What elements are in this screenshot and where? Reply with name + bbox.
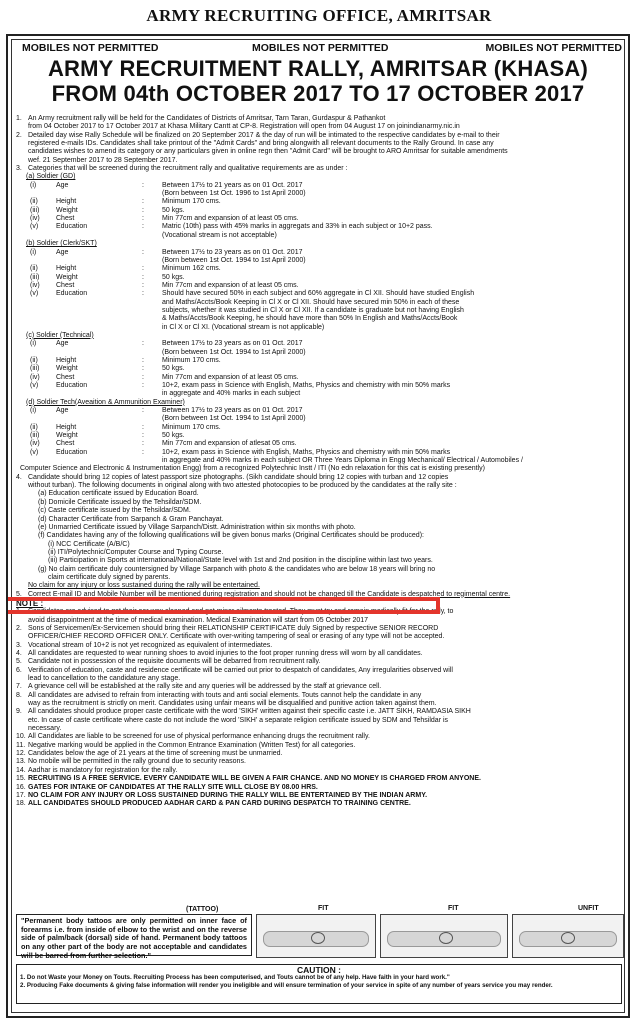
requirement-index: (iii): [30, 273, 40, 281]
tattoo-mark: [561, 932, 575, 944]
requirement-value: Min 77cm and expansion of at least 05 cms.: [162, 215, 299, 223]
caution-box: [16, 964, 622, 1004]
note-line: [16, 733, 622, 741]
paragraph-number: 3.: [16, 165, 22, 173]
document-item: (iii) Participation in Sports at international/National/State level with 1st and 2nd position in the discipline within last two years.: [48, 557, 433, 565]
note-line: [16, 784, 622, 792]
note-number: 12.: [16, 750, 26, 758]
note-line: [16, 708, 622, 716]
requirement-continuation: in Cl X or Cl XI. (Vocational stream is not applicable): [162, 323, 325, 331]
requirement-row: [16, 449, 622, 457]
colon: :: [142, 365, 144, 373]
paragraph-line: [16, 165, 622, 173]
note-text: OFFICER/CHIEF RECORD OFFICER ONLY. Certificate with over-writing tampering of seal or erasing of any type will not be accepted.: [28, 633, 445, 641]
fit-label-2: FIT: [448, 905, 459, 912]
document-item: (e) Unmarried Certificate issued by Village Sarpanch/Distt. Administration within six months with photo.: [38, 523, 356, 531]
paragraph-text: candidates wishes to amend its category or any particulars given in online regn then "Admit Card" will be brought to ARO Amritsar for suitable amendments: [28, 148, 508, 156]
note-heading: NOTE :: [16, 598, 44, 608]
notice-frame: [6, 34, 630, 1018]
requirement-index: (i): [30, 248, 37, 256]
note-number: 3.: [16, 641, 22, 649]
note-text: etc. In case of caste certificate where caste do not include the word 'SIKH' a separate religion certificate issued by SDM and Tehsildar is: [28, 716, 449, 724]
note-line: [16, 617, 622, 625]
requirement-index: (iii): [30, 365, 40, 373]
colon: :: [142, 215, 144, 223]
paragraph-number: 5.: [16, 590, 22, 598]
document-item: (a) Education certificate issued by Education Board.: [38, 490, 199, 498]
requirement-continuation: subjects, whether it was studied in Cl X or Cl XII. If a candidate is graduate but not having English: [162, 306, 464, 314]
requirement-row: [16, 198, 622, 206]
paragraph-number: 1.: [16, 115, 22, 122]
colon: :: [142, 223, 144, 231]
requirement-value: Between 17½ to 23 years as on 01 Oct. 2017: [162, 340, 303, 348]
requirement-row: [16, 357, 622, 365]
requirement-value: 10+2, exam pass in Science with English, Maths, Physics and chemistry with min 50% marks: [162, 382, 451, 389]
tattoo-heading: (TATTOO): [186, 906, 219, 913]
requirement-row: [16, 207, 622, 215]
requirement-label: Chest: [56, 215, 75, 223]
note-text: Sons of Servicemen/Ex-Servicemen should bring their RELATIONSHIP CERTIFICATE duly Signed by respective SENIOR RECORD: [28, 624, 439, 632]
requirement-row: [16, 382, 622, 390]
colon: :: [142, 448, 144, 456]
colon: :: [142, 290, 144, 298]
colon: :: [142, 265, 144, 273]
note-line: [16, 792, 622, 800]
note-line: [16, 633, 622, 641]
requirement-continuation: and Maths/Accts/Book Keeping in Cl X or Cl XII. Should have secured min 50% in each of these: [162, 298, 460, 306]
requirement-label: Weight: [56, 365, 78, 373]
requirement-index: (i): [30, 181, 37, 189]
requirement-label: Height: [56, 198, 77, 206]
requirement-label: Height: [56, 356, 77, 364]
note-text: way as the recruitment is strictly on merit. Candidates using unfair means will be disqualified and punitive action taken against them.: [28, 700, 437, 708]
tattoo-policy: "Permanent body tattoos are only permitted on inner face of forearms i.e. from inside of elbow to the wrist and on the reverse side of palm/back (dorsal) side of hand. Permanent body tattoos on any other part of the body are not acceptable and candidates will be barred from further selection.": [16, 914, 252, 956]
requirement-continuation: in aggregate and 40% marks in each subject: [162, 390, 301, 398]
requirement-value: Minimum 162 cms.: [162, 265, 221, 273]
note-line: [16, 667, 622, 675]
note-number: 16.: [16, 783, 26, 791]
paragraph-line: [16, 157, 622, 165]
requirement-continuation: (Vocational stream is not acceptable): [162, 231, 277, 239]
note-number: 15.: [16, 775, 26, 783]
requirement-row: [16, 424, 622, 432]
requirement-value: 50 kgs.: [162, 206, 185, 214]
paragraph-line: [16, 474, 622, 482]
requirement-label: Weight: [56, 273, 78, 281]
tattoo-mark: [439, 932, 453, 944]
note-number: 8.: [16, 691, 22, 699]
colon: :: [142, 248, 144, 256]
note-line: [16, 800, 622, 808]
requirement-index: (ii): [30, 423, 38, 431]
paragraph-text: Correct E-mail ID and Mobile Number will be mentioned during registration and should not be changed till the Candidate is despatched to regimental centre.: [28, 590, 511, 598]
requirement-label: Weight: [56, 432, 78, 440]
paragraph-line: [16, 482, 622, 490]
paragraph-number: 4.: [16, 473, 22, 481]
colon: :: [142, 407, 144, 415]
paragraph-number: 2.: [16, 131, 22, 139]
note-text: All Candidates are liable to be screened for use of physical performance enhancing drugs the recruitment rally.: [28, 733, 370, 741]
note-line: [16, 725, 622, 733]
note-line: [16, 625, 622, 633]
requirement-label: Education: [56, 448, 88, 456]
caution-item-2: 2. Producing Fake documents & giving false information will render you ineligible and will ensure termination of your service in spite of any number of years service you may render.: [20, 982, 553, 989]
requirement-index: (ii): [30, 265, 38, 273]
requirement-value: Min 77cm and expansion of at least 05 cms.: [162, 373, 299, 381]
paragraph-text: Categories that will be screened during the recruitment rally and qualitative requirements are as under :: [28, 165, 348, 173]
category-heading: (a) Soldier (GD): [26, 173, 76, 181]
note-line: [16, 775, 622, 783]
note-text: lead to cancellation to the candidature any stage.: [28, 675, 181, 683]
note-text: Negative marking would be applied in the Common Entrance Examination (Written Test) for all categories.: [28, 741, 356, 749]
tattoo-mark: [311, 932, 325, 944]
requirement-index: (ii): [30, 356, 38, 364]
requirement-label: Weight: [56, 206, 78, 214]
category-heading: (d) Soldier Tech(Aveaition & Ammunition Examiner): [26, 398, 185, 406]
note-line: [16, 658, 622, 666]
requirement-row: [16, 282, 622, 290]
paragraph-text: wef. 21 September 2017 to 28 September 2017.: [28, 156, 178, 164]
note-line: [16, 717, 622, 725]
note-number: 9.: [16, 708, 22, 716]
requirement-value: Min 77cm and expansion of at least 05 cms.: [162, 281, 299, 289]
document-item: (i) NCC Certificate (A/B/C): [48, 540, 130, 548]
requirement-row: [16, 440, 622, 448]
requirement-row: [16, 290, 622, 298]
requirement-index: (iv): [30, 373, 40, 381]
note-text: Candidates are advised to get their ear wax cleaned and get minor ailments treated. They must try and remain medically fit for the rally, to: [28, 608, 454, 616]
colon: :: [142, 198, 144, 206]
tattoo-unfit-image: [512, 914, 624, 958]
requirement-index: (iv): [30, 281, 40, 289]
requirement-label: Education: [56, 223, 88, 231]
note-number: 17.: [16, 791, 26, 799]
colon: :: [142, 281, 144, 289]
requirement-index: (v): [30, 290, 39, 298]
note-number: 11.: [16, 741, 26, 749]
note-line: [16, 742, 622, 750]
requirement-label: Height: [56, 265, 77, 273]
requirement-row: [16, 215, 622, 223]
requirement-continuation: in aggregate and 40% marks in each subject OR Three Years Diploma in Engg Mechanical/ Electrical / Automobiles /: [162, 457, 523, 465]
requirement-index: (iv): [30, 440, 40, 448]
note-line: [16, 642, 622, 650]
document-item: (b) Domicile Certificate issued by the Tehsildar/SDM.: [38, 498, 202, 506]
requirement-row: [16, 432, 622, 440]
document-item: (ii) ITI/Polytechnic/Computer Course and Typing Course.: [48, 548, 224, 556]
note-line: [16, 758, 622, 766]
paragraph-text: An Army recruitment rally will be held for the Candidates of Districts of Amritsar, Tarn Taran, Gurdaspur & Pathankot: [28, 115, 386, 122]
requirement-row: [16, 374, 622, 382]
tech-education-tail: Computer Science and Electronic & Instrumentation Engg) from a recognized Polytechnic Instt / ITI (No edn relaxation for this cat is existing presently): [20, 465, 485, 473]
tattoo-section: [16, 905, 622, 962]
requirement-continuation: (Born between 1st Oct. 1994 to 1st April 2000): [162, 348, 306, 356]
caution-item-1: 1. Do not Waste your Money on Touts. Recruiting Process has been computerised, and Touts cannot be of any help. Have faith in your hard work.": [20, 974, 450, 981]
requirement-value: Between 17½ to 21 years as on 01 Oct. 2017: [162, 181, 303, 189]
note-number: 2.: [16, 624, 22, 632]
office-title: ARMY RECRUITING OFFICE, AMRITSAR: [146, 6, 492, 25]
paragraph-text: Detailed day wise Rally Schedule will be finalized on 20 September 2017 & the day of run will be intimated to the respective candidates by e-mail to their: [28, 131, 500, 139]
document-item: No claim for any injury or loss sustained during the rally will be entertained.: [28, 582, 260, 590]
requirement-value: 50 kgs.: [162, 432, 185, 440]
document-item: (d) Character Certificate from Sarpanch & Gram Panchayat.: [38, 515, 224, 523]
requirement-value: Minimum 170 cms.: [162, 423, 221, 431]
requirement-continuation: & Maths/Accts/Book Keeping, he should have more than 50% In English and Maths/Accts/Book: [162, 315, 458, 323]
note-line: [16, 767, 622, 775]
document-item: (c) Caste certificate issued by the Tehsildar/SDM.: [38, 507, 191, 515]
paragraph-line: [16, 132, 622, 140]
notice-body: [16, 115, 622, 809]
requirement-index: (i): [30, 407, 37, 415]
note-number: 5.: [16, 658, 22, 666]
note-text: RECRUITING IS A FREE SERVICE. EVERY CANDIDATE WILL BE GIVEN A FAIR CHANCE. AND NO MONEY IS CHARGED FROM ANYONE.: [28, 775, 481, 783]
note-line: [16, 692, 622, 700]
paragraph-text: without turban). The following documents in original along with two attested photocopies to be produced by the candidates at the rally site :: [28, 482, 457, 490]
category-heading: (b) Soldier (Clerk/SKT): [26, 240, 97, 248]
colon: :: [142, 432, 144, 440]
fit-label-1: FIT: [318, 905, 329, 912]
requirement-row: [16, 340, 622, 348]
requirement-value: Between 17½ to 23 years as on 01 Oct. 2017: [162, 248, 303, 256]
note-text: Verification of education, caste and residence certificate will be carried out prior to despatch of candidates, Any irregularities observed will: [28, 666, 453, 674]
requirement-index: (iv): [30, 215, 40, 223]
mobiles-notice-left: MOBILES NOT PERMITTED: [22, 42, 159, 54]
mobiles-notice-right: MOBILES NOT PERMITTED: [485, 42, 622, 54]
unfit-label: UNFIT: [578, 905, 599, 912]
colon: :: [142, 382, 144, 389]
note-text: A grievance cell will be established at the rally site and any queries will be addressed by the staff at grievance cell.: [28, 683, 382, 691]
red-highlight-box: [6, 597, 440, 614]
requirement-row: [16, 223, 622, 231]
requirement-value: 50 kgs.: [162, 365, 185, 373]
paragraph-text: Candidate should bring 12 copies of latest passport size photographs. (Sikh candidate should bring 12 copies with turban and 12 copies: [28, 473, 449, 481]
document-item: claim certificate duly signed by parents.: [48, 573, 171, 581]
rally-title-line1: ARMY RECRUITMENT RALLY, AMRITSAR (KHASA): [47, 56, 589, 81]
note-text: Aadhar is mandatory for registration for the rally.: [28, 766, 178, 774]
requirement-value: Minimum 170 cms.: [162, 356, 221, 364]
requirement-row: [16, 265, 622, 273]
requirement-label: Chest: [56, 440, 75, 448]
note-text: Vocational stream of 10+2 is not yet recognized as equivalent of intermediates.: [28, 641, 273, 649]
requirement-continuation: (Born between 1st Oct. 1994 to 1st April 2000): [162, 415, 306, 423]
requirement-label: Age: [56, 407, 69, 415]
requirement-value: Between 17½ to 23 years as on 01 Oct. 2017: [162, 407, 303, 415]
caution-heading: CAUTION :: [297, 965, 341, 975]
requirement-value: Minimum 170 cms.: [162, 198, 221, 206]
requirement-label: Chest: [56, 281, 75, 289]
note-line: [16, 683, 622, 691]
note-number: 4.: [16, 650, 22, 657]
note-line: [16, 675, 622, 683]
requirement-index: (v): [30, 223, 39, 231]
colon: :: [142, 181, 144, 189]
colon: :: [142, 206, 144, 214]
requirement-row: [16, 274, 622, 282]
requirement-index: (iii): [30, 432, 40, 440]
tattoo-fit-image-1: [256, 914, 376, 958]
requirement-row: [16, 182, 622, 190]
requirement-row: [16, 407, 622, 415]
note-number: 18.: [16, 800, 26, 808]
colon: :: [142, 356, 144, 364]
paragraph-text: registered e-mails IDs. Candidates shall take printout of the "Admit Cards" and bring alongwith all relevant documents to the Rally Ground. In case any: [28, 140, 494, 148]
tattoo-fit-image-2: [380, 914, 508, 958]
paragraph-line: [16, 148, 622, 156]
requirement-label: Age: [56, 181, 69, 189]
note-text: ALL CANDIDATES SHOULD PRODUCED AADHAR CARD & PAN CARD DURING DESPATCH TO TRAINING CENTRE.: [28, 800, 411, 808]
requirement-value: 50 kgs.: [162, 273, 185, 281]
colon: :: [142, 340, 144, 348]
note-number: 10.: [16, 733, 26, 741]
note-text: Candidates below the age of 21 years at the time of screening must be unmarried.: [28, 750, 283, 758]
paragraph-line: [16, 115, 622, 123]
note-line: [16, 700, 622, 708]
requirement-index: (v): [30, 448, 39, 456]
colon: :: [142, 440, 144, 448]
note-line: [16, 750, 622, 758]
requirement-row: [16, 249, 622, 257]
colon: :: [142, 373, 144, 381]
note-number: 6.: [16, 666, 22, 674]
note-text: All candidates are advised to refrain from interacting with touts and anti social elements. Touts cannot help the candidate in any: [28, 691, 422, 699]
requirement-value: 10+2, exam pass in Science with English, Maths, Physics and chemistry with min 50% marks: [162, 448, 451, 456]
requirement-value: Should have secured 50% in each subject and 60% aggregate in Cl XII. Should have studied English: [162, 290, 475, 298]
note-number: 7.: [16, 683, 22, 691]
requirement-row: [16, 365, 622, 373]
requirement-label: Age: [56, 340, 69, 348]
requirement-index: (i): [30, 340, 37, 348]
rally-title: [8, 56, 628, 106]
requirement-value: Min 77cm and expansion of atlesat 05 cms.: [162, 440, 297, 448]
requirement-label: Height: [56, 423, 77, 431]
note-number: 1.: [16, 608, 22, 616]
note-text: All candidates should produce proper caste certificate with the word 'SIKH' written against their specific caste i.e. JATT SIKH, RAMDASIA SIKH: [28, 708, 471, 716]
paragraph-text: from 04 October 2017 to 17 October 2017 at Khasa Military Cantt at CP-8. Registration will open from 04 August 17 on joinindianarmy.nic.in: [28, 123, 460, 131]
mobiles-notice-center: MOBILES NOT PERMITTED: [252, 42, 389, 54]
rally-title-line2: FROM 04th OCTOBER 2017 TO 17 OCTOBER 2017: [51, 81, 585, 106]
note-number: 14.: [16, 766, 26, 774]
note-text: GATES FOR INTAKE OF CANDIDATES AT THE RALLY SITE WILL CLOSE BY 08.00 HRS.: [28, 783, 318, 791]
colon: :: [142, 423, 144, 431]
note-text: avoid disappointment at the time of medical examination. Medical Examination will start from 05 October 2017: [28, 616, 369, 624]
requirement-continuation: (Born between 1st Oct. 1994 to 1st April 2000): [162, 256, 306, 264]
requirement-continuation: (Born between 1st Oct. 1996 to 1st April 2000): [162, 190, 306, 198]
note-text: NO CLAIM FOR ANY INJURY OR LOSS SUSTAINED DURING THE RALLY WILL BE ENTERTAINED BY THE INDIAN ARMY.: [28, 791, 428, 799]
requirement-index: (iii): [30, 206, 40, 214]
note-number: 13.: [16, 758, 26, 766]
requirement-label: Education: [56, 382, 88, 389]
document-item: (g) No claim certificate duly countersigned by Village Sarpanch with photo & the candidates who are below 18 years will bring no: [38, 565, 436, 573]
requirement-index: (v): [30, 382, 39, 389]
note-line: [16, 650, 622, 658]
note-text: No mobile will be permitted in the rally ground due to security reasons.: [28, 758, 246, 766]
requirement-label: Age: [56, 248, 69, 256]
colon: :: [142, 273, 144, 281]
document-item: (f) Candidates having any of the following qualifications will be given bonus marks (Original Certificates should be produced):: [38, 532, 424, 540]
paragraph-line: [16, 123, 622, 131]
requirement-label: Education: [56, 290, 88, 298]
note-text: Candidate not in possession of the requisite documents will be debarred from recruitment rally.: [28, 658, 321, 666]
note-text: All candidates are requested to wear running shoes to avoid injuries to the foot proper running dress will worn by all candidates.: [28, 650, 423, 657]
note-text: necessary.: [28, 725, 62, 733]
paragraph-line: [16, 140, 622, 148]
requirement-value: Matric (10th) pass with 45% marks in aggregats and 33% in each subject or 10+2 pass.: [162, 223, 433, 231]
category-heading: (c) Soldier (Technical): [26, 331, 94, 339]
requirement-label: Chest: [56, 373, 75, 381]
requirement-index: (ii): [30, 198, 38, 206]
